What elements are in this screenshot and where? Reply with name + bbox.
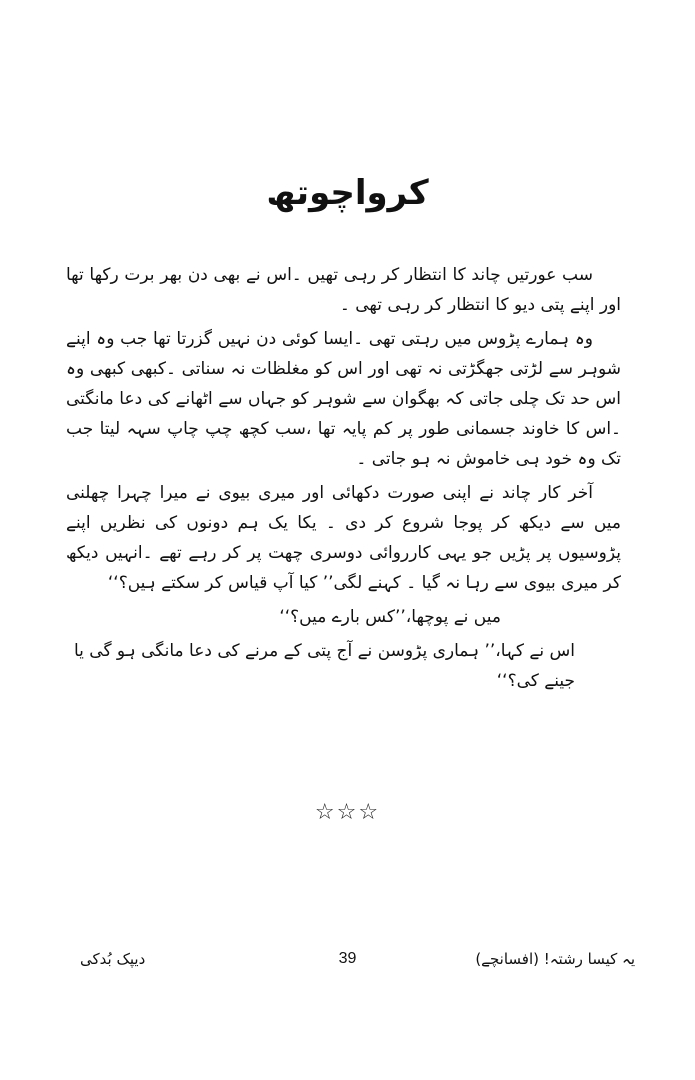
story-title: کرواچوتھ [266, 173, 429, 213]
footer-author: دیپک بُدکی [80, 950, 146, 968]
footer-book-title: یہ کیسا رشتہ! (افسانچے) [475, 950, 635, 968]
page-number: 39 [338, 950, 357, 967]
story-body [66, 260, 621, 700]
dialog-line-1: میں نے پوچھا،’’کس بارے میں؟‘‘ [279, 607, 501, 627]
paragraph-2: وہ ہمارے پڑوس میں رہتی تھی ۔ایسا کوئی دن نہیں گزرتا تھا جب وہ اپنے شوہر سے لڑتی جھگڑتی نہ تھی اور اس کو مغلظات نہ سناتی ۔کبھی کبھی وہ اس حد تک چلی جاتی کہ بھگوان سے شوہر کو جہاں سے اٹھانے کی دعا مانگتی ۔اس کا خاوند جسمانی طور پر کم پایہ تھا ،سب کچھ چپ چاپ سہہ لیتا جب تک وہ خود ہی خاموش نہ ہو جاتی ۔ [66, 329, 621, 469]
section-separator: ☆☆☆ [314, 800, 381, 825]
page-footer [60, 950, 635, 980]
dialog-line-2: اس نے کہا،’’ ہماری پڑوسن نے آج پتی کے مرنے کی دعا مانگی ہو گی یا جینے کی؟‘‘ [73, 641, 575, 691]
paragraph-1: سب عورتیں چاند کا انتظار کر رہی تھیں ۔اس نے بھی دن بھر برت رکھا تھا اور اپنے پتی دیو کا انتظار کر رہی تھی ۔ [66, 265, 621, 315]
paragraph-3: آخر کار چاند نے اپنی صورت دکھائی اور میری بیوی نے میرا چہرا چھلنی میں سے دیکھ کر پوجا شروع کر دی ۔ یکا یک ہم دونوں کی نظریں اپنے پڑوسیوں پر پڑیں جو یہی کارروائی دوسری چھت پر کر رہے تھے ۔انہیں دیکھ کر میری بیوی سے رہا نہ گیا ۔ کہنے لگی’’ کیا آپ قیاس کر سکتے ہیں؟‘‘ [66, 483, 621, 593]
